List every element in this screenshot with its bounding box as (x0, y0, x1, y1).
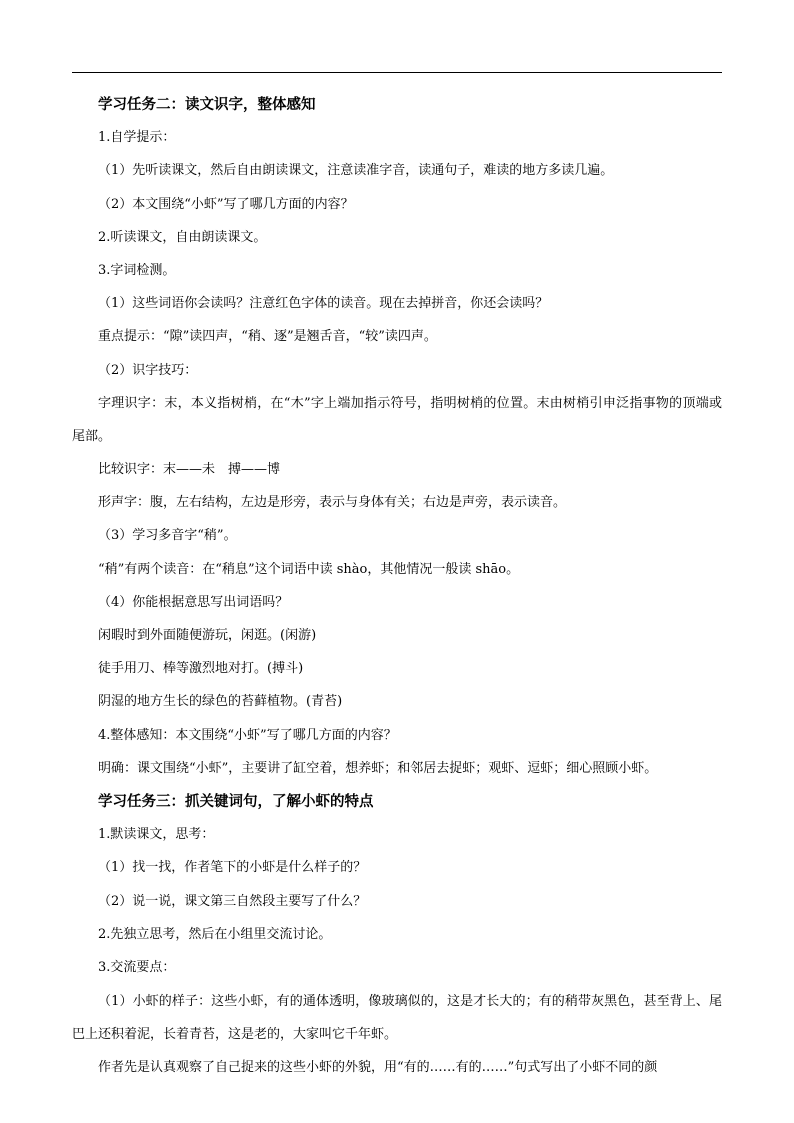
text-line: （1）这些词语你会读吗？注意红色字体的读音。现在去掉拼音，你还会读吗？ (98, 296, 549, 312)
text-line: 明确：课文围绕“小虾”，主要讲了缸空着，想养虾；和邻居去捉虾；观虾、逗虾；细心照顾小虾。 (98, 760, 658, 776)
text-line: 比较识字：末——未 搏——博 (98, 462, 281, 478)
text-line: 3.字词检测。 (98, 262, 176, 278)
text-line: 闲暇时到外面随便游玩，闲逛。(闲游) (98, 628, 317, 644)
document-body (72, 95, 722, 1091)
text-line: 重点提示：“隙”读四声，“稍、逐”是翘舌音，“较”读四声。 (98, 329, 437, 345)
text-line: 2.听读课文，自由朗读课文。 (98, 229, 267, 245)
text-line: （4）你能根据意思写出词语吗？ (98, 594, 289, 610)
text-line: （2）说一说，课文第三自然段主要写了什么？ (98, 893, 367, 909)
section-heading: 学习任务三：抓关键词句，了解小虾的特点 (98, 792, 374, 810)
text-line: 3.交流要点： (98, 959, 176, 975)
text-line: 阴湿的地方生长的绿色的苔藓植物。(青苔) (98, 694, 343, 710)
section-heading: 学习任务二：读文识字，整体感知 (98, 96, 316, 113)
text-line: 4.整体感知：本文围绕“小虾”写了哪几方面的内容？ (98, 727, 397, 743)
text-line: 徒手用刀、棒等激烈地对打。(搏斗) (98, 661, 304, 677)
text-line: （1）先听读课文，然后自由朗读课文，注意读准字音，读通句子，难读的地方多读几遍。 (98, 163, 614, 179)
text-line: 1.自学提示： (98, 130, 176, 146)
text-line: （1）找一找，作者笔下的小虾是什么样子的？ (98, 860, 367, 876)
text-line: （2）本文围绕“小虾”写了哪几方面的内容？ (98, 196, 354, 212)
text-line: 2.先独立思考，然后在小组里交流讨论。 (98, 926, 332, 942)
text-paragraph: 字理识字：末，本义指树梢，在“木”字上端加指示符号，指明树梢的位置。末由树梢引申泛指事物的顶端或尾部。 (72, 396, 722, 445)
text-line: 作者先是认真观察了自己捉来的这些小虾的外貌，用“有的……有的……”句式写出了小虾不同的颜 (98, 1059, 658, 1075)
text-line: （3）学习多音字“稍”。 (98, 528, 237, 544)
text-line: “稍”有两个读音：在“稍息”这个词语中读 shào，其他情况一般读 shāo。 (98, 561, 520, 577)
text-paragraph: （1）小虾的样子：这些小虾，有的通体透明，像玻璃似的，这是才长大的；有的稍带灰黑色，甚至背上、尾巴上还积着泥，长着青苔，这是老的，大家叫它千年虾。 (72, 993, 722, 1042)
text-line: 形声字：腹，左右结构，左边是形旁，表示与身体有关；右边是声旁，表示读音。 (98, 495, 567, 511)
text-line: （2）识字技巧： (98, 362, 198, 378)
text-line: 1.默读课文，思考： (98, 827, 215, 843)
header-rule (72, 72, 722, 73)
